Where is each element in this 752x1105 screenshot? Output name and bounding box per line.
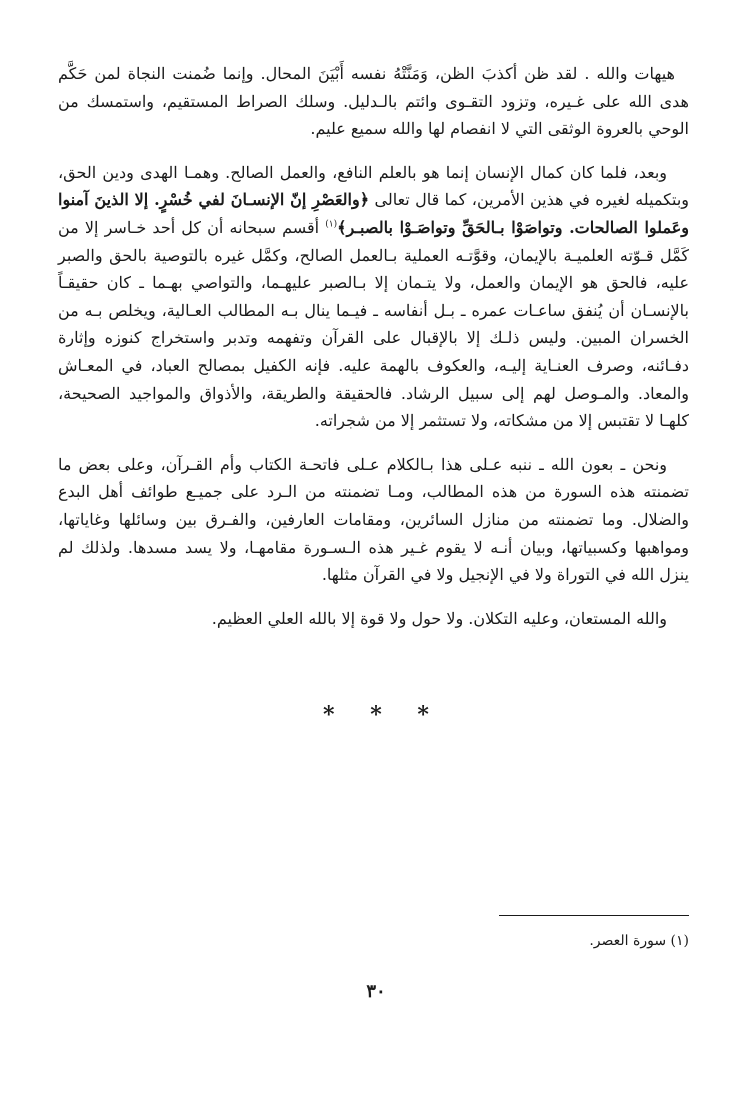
closing-line: والله المستعان، وعليه التكلان. ولا حول ولا قوة إلا بالله العلي العظيم. [211, 608, 667, 628]
footnote-marker: (١) [670, 933, 689, 949]
section-separator [0, 702, 752, 728]
paragraph-text-before-verse: وبعد، فلما كان كمال الإنسان إنما هو بالعلم النافع، والعمل الصالح. وهمـا الهدى ودين الحق، وبتكميله لغيره في هذين الأمرين، كما قال تعالى [58, 162, 690, 210]
separator-star-icon: * [370, 702, 382, 728]
quranic-verse: ﴿والعَصْرِ إنّ الإنسـانَ لفي خُسْرٍ. إلا الذينَ آمنوا وعَملوا الصالحات. وتواصَوْا بـالحَقِّ وتواصَـوْا بالصبـر﴾ [58, 190, 690, 237]
separator-star-icon: * [417, 702, 429, 728]
main-text [58, 60, 689, 648]
separator-star-icon: * [323, 702, 335, 728]
paragraph-text-after-verse: أقسم سبحانه أن كل أحد خـاسر إلا من كَمَّل قـوّته العلميـة بالإيمان، وقوَّتـه العملية بـالعمل الصالح، وكمَّل غيره بالتوصية بالحق والصبر عليه، فالحق هو الإيمان والعمل، ولا يتـمان إلا بـالصبر عليهـما، والتواصي بهـما ـ كان حقيقـاً بالإنسـان أن يُنفق ساعـات عمره ـ بـل أنفاسه ـ فيـما ينال بـه المطالب العـالية، ويخلص بـه من الخسران المبين. وليس ذلـك إلا بالإقبال على القرآن وتفهمه وتدبر واستخراج كنوزه وإثارة دفـائنه، وصرف العنـاية إليـه، والعكوف بالهمة عليه. فإنه الكفيل بمصالح العباد، في المعـاش والمعاد. والمـوصل لهم إلى سبيل الرشاد. فالحقيقة والطريقة، والأذواق والمواجيد الصحيحة، كلهـا لا تقتبس إلا من مشكاته، ولا تستثمر إلا من شجراته. [58, 217, 689, 431]
page-number: ٣٠ [366, 981, 386, 1002]
paragraph-fatiha: ونحن ـ بعون الله ـ ننبه عـلى هذا بـالكلام عـلى فاتحـة الكتاب وأم القـرآن، وعلى بعض ما تضمنته هذه السورة من هذه المطالب، ومـا تضمنته من الـرد على جميـع طوائف أهل البدع والضلال. وما تضمنته من منازل السائرين، ومقامات العارفين، والفـرق بين وسائلها وغاياتها، ومواهبها وكسبياتها، وبيان أنـه لا يقوم غـير هذه الـسـورة مقامهـا، ولا يسد مسدها. ولذلك لم ينزل الله في التوراة ولا في الإنجيل ولا في القرآن مثلها. [58, 454, 689, 585]
footnote-text: سورة العصر. [589, 933, 667, 949]
footnote-reference[interactable]: (١) [325, 219, 338, 230]
paragraph-intro: هيهات والله . لقد ظن أكذبَ الظن، وَمَنَّتْهُ نفسه أَبْيَنَ المحال. وإنما ضُمنت النجاة لمن حَكَّم هدى الله على غـيره، وتزود التقـوى وائتم بالـدليل. وسلك الصراط المستقيم، واستمسك من الوحي بالعروة الوثقى التي لا انفصام لها والله سميع عليم. [58, 64, 689, 139]
footnote [589, 933, 689, 949]
paragraph-surah-asr [58, 159, 689, 435]
footnote-divider [499, 915, 689, 916]
